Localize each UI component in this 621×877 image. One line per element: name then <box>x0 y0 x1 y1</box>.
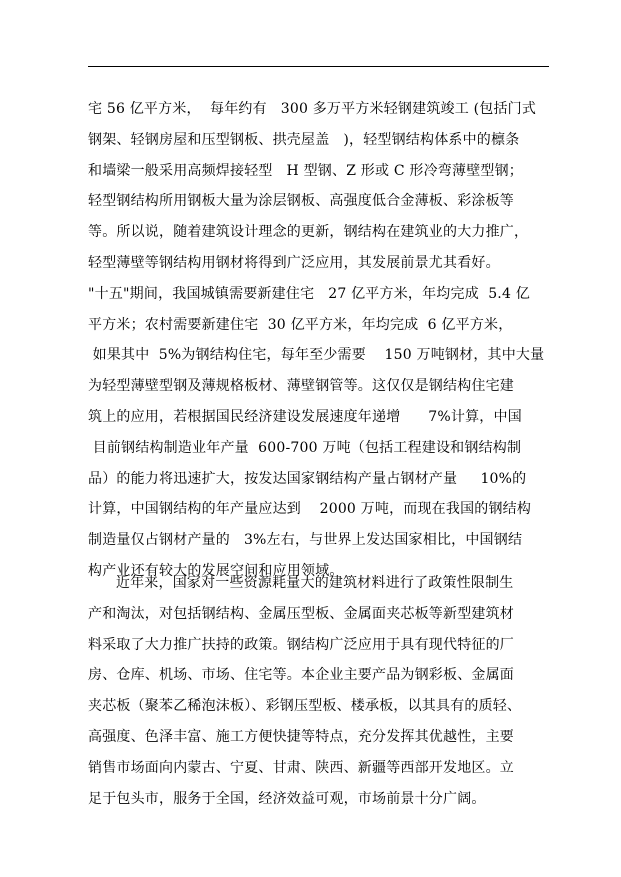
text-line: 钢架、轻钢房屋和压型钢板、拱壳屋盖 )，轻型钢结构体系中的檩条 <box>88 131 520 148</box>
text-line: 品）的能力将迅速扩大，按发达国家钢结构产量占钢材产量 10%的 <box>88 470 527 487</box>
text-line: 计算，中国钢结构的年产量应达到 2000 万吨，而现在我国的钢结构 <box>88 501 532 518</box>
paragraph-2 <box>88 568 521 814</box>
text-line: 高强度、色泽丰富、施工方便快捷等特点，充分发挥其优越性，主要 <box>88 728 514 745</box>
text-line: 制造量仅占钢材产量的 3%左右，与世界上发达国家相比，中国钢结 <box>88 532 523 549</box>
text-line: 宅 56 亿平方米， 每年约有 300 多万平方米轻钢建筑竣工 (包括门式 <box>88 101 537 117</box>
text-line: 销售市场面向内蒙古、宁夏、甘肃、陕西、新疆等西部开发地区。立 <box>88 759 514 776</box>
text-line: 筑上的应用，若根据国民经济建设发展速度年递增 7%计算，中国 <box>88 408 522 425</box>
text-line: "十五"期间，我国城镇需要新建住宅 27 亿平方米，年均完成 5.4 亿 <box>88 285 530 302</box>
text-line: 构产业还有较大的发展空间和应用领域。 <box>88 562 344 579</box>
text-line: 轻型钢结构所用钢板大量为涂层钢板、高强度低合金薄板、彩涂板等 <box>88 193 514 210</box>
text-line: 平方米；农村需要新建住宅 30 亿平方米，年均完成 6 亿平方米， <box>88 316 513 333</box>
text-line: 目前钢结构制造业年产量 600-700 万吨（包括工程建设和钢结构制 <box>88 439 522 456</box>
text-line: 料采取了大力推广扶持的政策。钢结构广泛应用于具有现代特征的厂 <box>88 636 514 653</box>
text-line: 房、仓库、机场、市场、住宅等。本企业主要产品为钢彩板、金属面 <box>88 667 514 684</box>
text-line: 夹芯板（聚苯乙稀泡沫板）、彩钢压型板、楼承板，以其具有的质轻、 <box>88 698 522 715</box>
text-line: 产和淘汰，对包括钢结构、金属压型板、金属面夹芯板等新型建筑材 <box>88 605 514 622</box>
text-line: 如果其中 5%为钢结构住宅，每年至少需要 150 万吨钢材，其中大量 <box>88 347 545 364</box>
header-rule <box>88 66 549 67</box>
text-line: 足于包头市，服务于全国，经济效益可观，市场前景十分广阔。 <box>88 790 486 807</box>
paragraph-1 <box>88 94 544 587</box>
text-line: 等。所以说，随着建筑设计理念的更新，钢结构在建筑业的大力推广， <box>88 224 529 241</box>
text-line: 和墙梁一般采用高频焊接轻型 H 型钢、Z 形或 C 形冷弯薄壁型钢； <box>88 162 523 179</box>
text-line: 近年来，国家对一些资源耗量大的建筑材料进行了政策性限制生 <box>88 575 514 591</box>
text-line: 为轻型薄壁型钢及薄规格板材、薄壁钢管等。这仅仅是钢结构住宅建 <box>88 378 514 395</box>
text-line: 轻型薄壁等钢结构用钢材将得到广泛应用，其发展前景尤其看好。 <box>88 254 500 271</box>
